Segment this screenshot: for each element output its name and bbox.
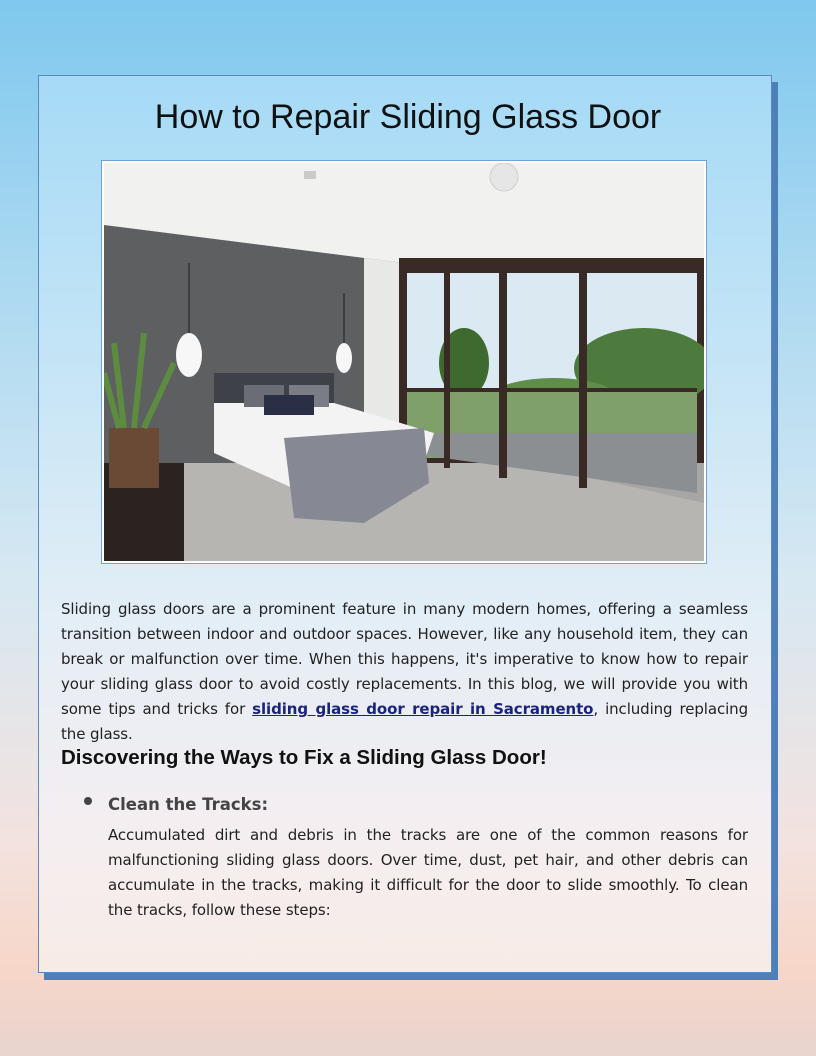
page-title: How to Repair Sliding Glass Door — [154, 98, 662, 136]
intro-paragraph — [61, 597, 748, 747]
section-heading: Discovering the Ways to Fix a Sliding Glass Door! — [61, 746, 547, 769]
bullet-dot — [84, 797, 92, 805]
intro-text-start: Sliding glass doors are a prominent feature in many modern homes, offering a seamless transition between indoor and outdoor spaces. However, like any household item, they can break or malfunction over time. When this happens, it's imperative to know how to repair your sliding glass door to avoid costly replacements. In this blog, we will provide you with some tips and tricks for — [61, 600, 748, 718]
intro-text-end: , including replacing the glass. — [61, 700, 748, 743]
bedroom-illustration — [104, 163, 704, 561]
repair-sacramento-link[interactable]: sliding glass door repair in Sacramento — [252, 700, 594, 718]
bullet-title-clean-tracks: Clean the Tracks: — [108, 795, 269, 814]
bedroom-photo — [101, 160, 707, 564]
bullet-body-clean-tracks: Accumulated dirt and debris in the tracks are one of the common reasons for malfunctioning sliding glass doors. Over time, dust, pet hair, and other debris can accumulate in the tracks, making it difficult for the door to slide smoothly. To clean the tracks, follow these steps: — [108, 826, 748, 919]
